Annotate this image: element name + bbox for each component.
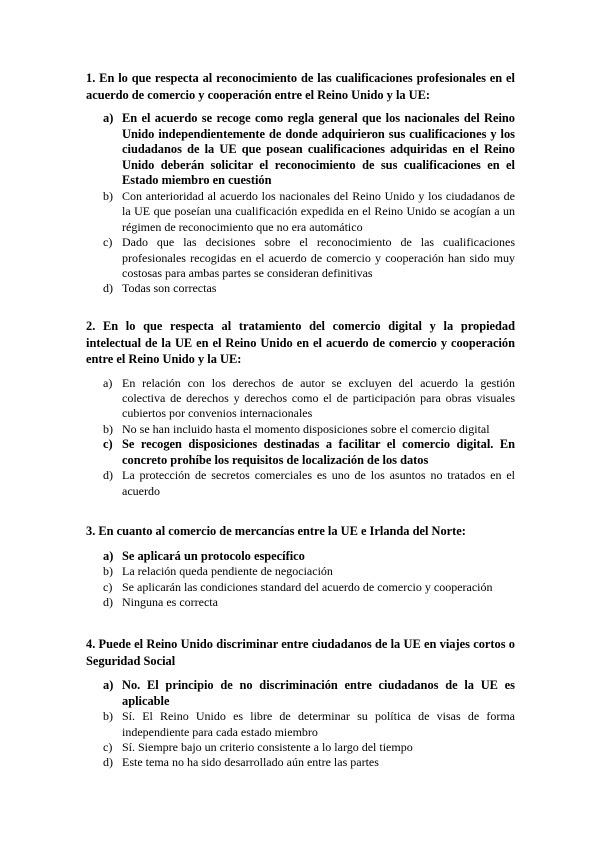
option-letter: d) [103, 281, 113, 296]
question-3-option-b [86, 564, 515, 579]
question-3-option-d [86, 595, 515, 610]
question-2-option-c [86, 437, 515, 468]
option-letter: b) [103, 421, 113, 436]
option-letter: b) [103, 564, 113, 579]
question-2-options [86, 376, 515, 500]
question-1-option-a [86, 111, 515, 189]
question-3-options [86, 549, 515, 611]
option-letter: a) [103, 548, 114, 563]
option-text: Se recogen disposiciones destinadas a facilitar el comercio digital. En concreto prohíbe los requisitos de localización de los datos [122, 437, 515, 467]
question-2-title: 2. En lo que respecta al tratamiento del comercio digital y la propiedad intelectual de la UE en el Reino Unido en el acuerdo de comercio y cooperación entre el Reino Unido y la UE: [86, 319, 515, 366]
question-2-option-b [86, 422, 515, 437]
option-text: En el acuerdo se recoge como regla general que los nacionales del Reino Unido independientemente de donde adquirieron sus cualificaciones y los ciudadanos de la UE que posean cualificaciones adquiridas en el Reino Unido deberán solicitar el reconocimiento de sus cualificaciones en el Estado miembro en cuestión [122, 111, 515, 188]
option-text: No se han incluido hasta el momento disposiciones sobre el comercio digital [122, 421, 490, 436]
question-1 [86, 70, 515, 297]
option-text: Sí. Siempre bajo un criterio consistente a lo largo del tiempo [122, 740, 413, 754]
option-text: Se aplicará un protocolo específico [122, 548, 305, 563]
option-letter: c) [103, 235, 113, 250]
option-text: Con anterioridad al acuerdo los nacionales del Reino Unido y los ciudadanos de la UE que poseían una cualificación expedida en el Reino Unido se acogían a un régimen de reconocimiento que no era automático [122, 188, 515, 234]
option-text: En relación con los derechos de autor se excluyen del acuerdo la gestión colectiva de derechos y derechos como el de participación para obras visuales cubiertos por convenios internacionales [122, 375, 515, 421]
question-4-option-d [86, 755, 515, 770]
option-letter: a) [103, 678, 114, 692]
option-text: Este tema no ha sido desarrollado aún entre las partes [122, 755, 379, 770]
option-text: Se aplicarán las condiciones standard del acuerdo de comercio y cooperación [122, 579, 493, 594]
question-1-title: 1. En lo que respecta al reconocimiento de las cualificaciones profesionales en el acuerdo de comercio y cooperación entre el Reino Unido y la UE: [86, 71, 515, 102]
option-letter: d) [103, 594, 113, 609]
question-3 [86, 523, 515, 610]
option-letter: b) [103, 188, 113, 203]
option-letter: c) [103, 579, 113, 594]
question-1-option-d [86, 281, 515, 296]
question-2-option-a [86, 376, 515, 422]
option-text: Ninguna es correcta [122, 594, 218, 609]
question-2-option-d [86, 468, 515, 499]
question-4-option-b [86, 709, 515, 740]
question-1-option-b [86, 189, 515, 235]
option-text: Todas son correctas [122, 281, 217, 296]
question-1-option-c [86, 235, 515, 281]
option-letter: a) [103, 111, 114, 125]
question-3-title: 3. En cuanto al comercio de mercancías entre la UE e Irlanda del Norte: [86, 524, 466, 538]
option-letter: d) [103, 755, 113, 770]
question-4-option-a [86, 678, 515, 709]
option-letter: c) [103, 437, 113, 452]
option-text: La protección de secretos comerciales es uno de los asuntos no tratados en el acuerdo [122, 468, 515, 498]
option-text: Sí. El Reino Unido es libre de determinar su política de visas de forma independiente para cada estado miembro [122, 709, 515, 739]
question-3-option-c [86, 580, 515, 595]
question-2 [86, 318, 515, 499]
question-4 [86, 636, 515, 771]
option-letter: c) [103, 740, 113, 754]
question-4-title: 4. Puede el Reino Unido discriminar entre ciudadanos de la UE en viajes cortos o Seguridad Social [86, 637, 515, 668]
option-text: Dado que las decisiones sobre el reconocimiento de las cualificaciones profesionales recogidas en el acuerdo de comercio y cooperación han sido muy costosas para ambas partes se consideran definitivas [122, 235, 515, 280]
question-1-options [86, 111, 515, 297]
option-text: No. El principio de no discriminación entre ciudadanos de la UE es aplicable [122, 678, 515, 708]
option-text: La relación queda pendiente de negociación [122, 564, 333, 579]
option-letter: a) [103, 375, 113, 390]
option-letter: d) [103, 468, 113, 483]
question-3-option-a [86, 549, 515, 565]
option-letter: b) [103, 709, 113, 724]
question-4-options [86, 678, 515, 771]
question-4-option-c [86, 740, 515, 755]
